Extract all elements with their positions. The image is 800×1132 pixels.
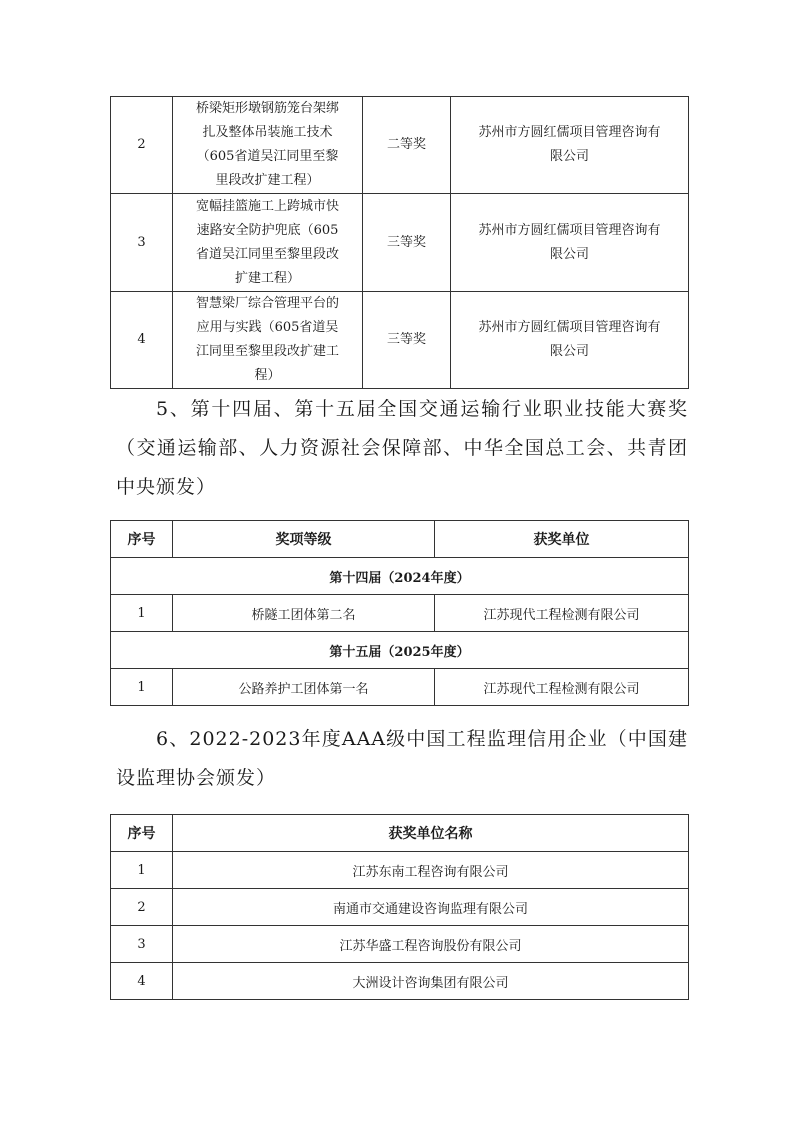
award-level: 桥隧工团体第二名	[173, 595, 435, 632]
table-row	[111, 852, 689, 889]
award-organization: 苏州市方圆红儒项目管理咨询有 限公司	[451, 292, 689, 389]
award-organization: 苏州市方圆红儒项目管理咨询有 限公司	[451, 194, 689, 292]
company-name: 南通市交通建设咨询监理有限公司	[173, 889, 689, 926]
award-organization: 苏州市方圆红儒项目管理咨询有 限公司	[451, 97, 689, 194]
company-name: 大洲设计咨询集团有限公司	[173, 963, 689, 1000]
award-grade: 三等奖	[363, 292, 451, 389]
column-header: 获奖单位名称	[173, 815, 689, 852]
project-name: 智慧梁厂综合管理平台的 应用与实践（605省道吴 江同里至黎里段改扩建工 程）	[173, 292, 363, 389]
section-row	[111, 558, 689, 595]
award-grade: 三等奖	[363, 194, 451, 292]
table-row	[111, 926, 689, 963]
company-name: 江苏东南工程咨询有限公司	[173, 852, 689, 889]
table-header-row	[111, 521, 689, 558]
award-grade: 二等奖	[363, 97, 451, 194]
row-number: 4	[111, 292, 173, 389]
column-header: 序号	[111, 521, 173, 558]
credit-enterprise-table	[110, 814, 689, 1000]
award-level: 公路养护工团体第一名	[173, 669, 435, 706]
section-6-paragraph: 6、2022-2023年度AAA级中国工程监理信用企业（中国建设监理协会颁发）	[116, 728, 688, 789]
awards-table-continued	[110, 96, 689, 389]
row-number: 2	[111, 889, 173, 926]
company-name: 江苏华盛工程咨询股份有限公司	[173, 926, 689, 963]
table-row	[111, 889, 689, 926]
row-number: 3	[111, 194, 173, 292]
section-title: 第十四届（2024年度）	[111, 558, 689, 595]
section-5-paragraph: 5、第十四届、第十五届全国交通运输行业职业技能大赛奖（交通运输部、人力资源社会保障部、中华全国总工会、共青团中央颁发）	[116, 398, 688, 498]
table-row	[111, 669, 689, 706]
project-name: 宽幅挂篮施工上跨城市快 速路安全防护兜底（605 省道吴江同里至黎里段改 扩建工程）	[173, 194, 363, 292]
row-number: 1	[111, 595, 173, 632]
column-header: 获奖单位	[435, 521, 689, 558]
row-number: 4	[111, 963, 173, 1000]
table-row	[111, 595, 689, 632]
row-number: 3	[111, 926, 173, 963]
row-number: 1	[111, 669, 173, 706]
skills-competition-table	[110, 520, 689, 706]
section-row	[111, 632, 689, 669]
section-title: 第十五届（2025年度）	[111, 632, 689, 669]
award-organization: 江苏现代工程检测有限公司	[435, 669, 689, 706]
table-row	[111, 194, 689, 292]
table-row	[111, 97, 689, 194]
row-number: 2	[111, 97, 173, 194]
table-row	[111, 963, 689, 1000]
award-organization: 江苏现代工程检测有限公司	[435, 595, 689, 632]
column-header: 序号	[111, 815, 173, 852]
table-header-row	[111, 815, 689, 852]
row-number: 1	[111, 852, 173, 889]
table-row	[111, 292, 689, 389]
project-name: 桥梁矩形墩钢筋笼台架绑 扎及整体吊装施工技术 （605省道吴江同里至黎 里段改扩建工程）	[173, 97, 363, 194]
column-header: 奖项等级	[173, 521, 435, 558]
